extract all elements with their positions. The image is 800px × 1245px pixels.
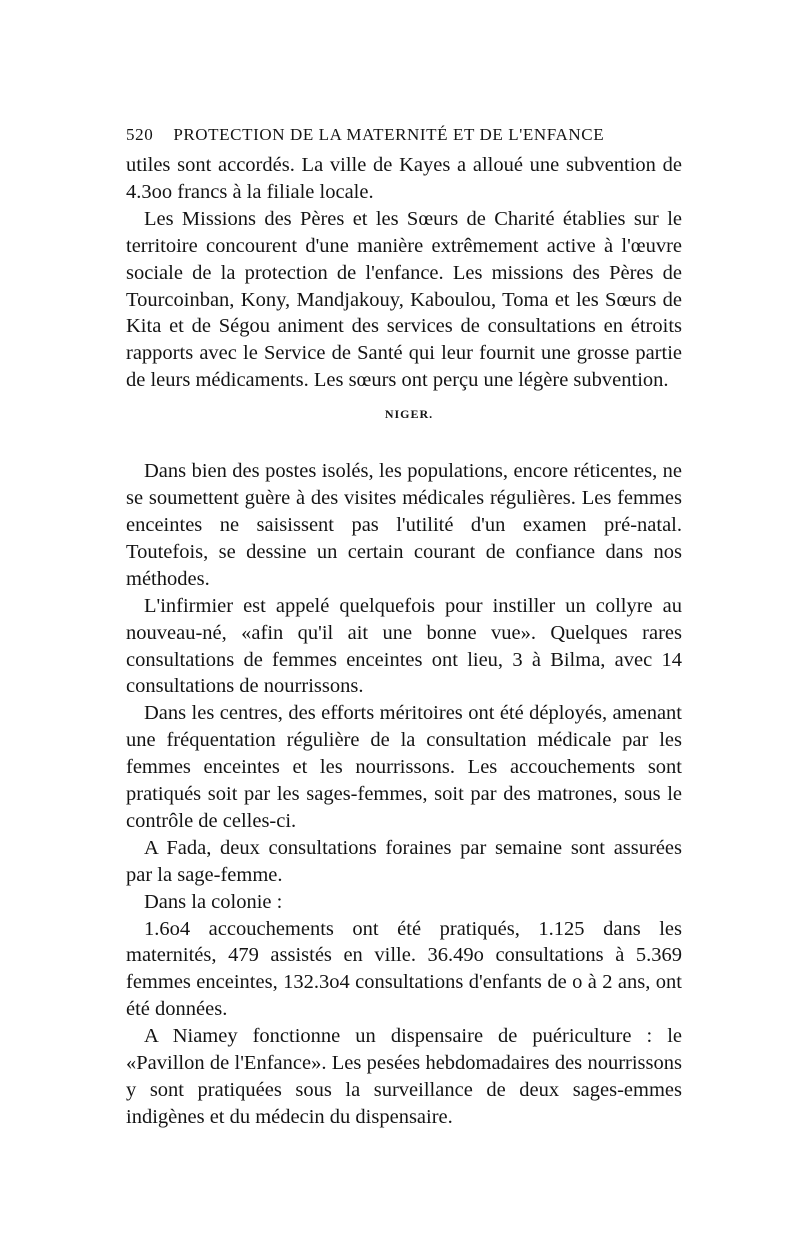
section-heading-niger: NIGER. xyxy=(384,407,434,422)
paragraph-colonie-intro: Dans la colonie : xyxy=(144,890,283,913)
page-number: 520 xyxy=(126,125,154,144)
paragraph-missions: Les Missions des Pères et les Sœurs de Charité établies sur le territoire concourent d'une manière extrêmement active à l'œuvre sociale de la protection de l'enfance. Les missions des Pères de Tourcoinban, Kony, Mandjakouy, Kaboulou, Toma et les Sœurs de Kita et de Ségou animent des services de consultations en étroits rapports avec le Service de Santé qui leur fournit une grosse partie de leurs médicaments. Les sœurs ont perçu une légère subvention. xyxy=(126,207,682,392)
section-spacer xyxy=(126,434,682,458)
book-page xyxy=(126,118,682,1131)
running-title: PROTECTION DE LA MATERNITÉ ET DE L'ENFANCE xyxy=(173,125,605,144)
running-head xyxy=(126,118,682,152)
paragraph-centres: Dans les centres, des efforts méritoires ont été déployés, amenant une fréquentation régulière de la consultation médicale par les femmes enceintes et les nourrissons. Les accouchements sont pratiqués soit par les sages-femmes, soit par des matrones, sous le contrôle de celles-ci. xyxy=(126,702,682,832)
paragraph-kayes-subvention: utiles sont accordés. La ville de Kayes a alloué une subvention de 4.3oo francs à la filiale locale. xyxy=(126,154,682,203)
paragraph-fada: A Fada, deux consultations foraines par semaine sont assurées par la sage-femme. xyxy=(126,836,682,886)
paragraph-niamey: A Niamey fonctionne un dispensaire de puériculture : le «Pavillon de l'Enfance». Les pesées hebdomadaires des nourrissons y sont pratiquées sous la surveillance de deux sages-emmes indigènes et du médecin du dispensaire. xyxy=(126,1025,682,1128)
paragraph-isolated-posts: Dans bien des postes isolés, les populations, encore réticentes, ne se soumettent guère à des visites médicales régulières. Les femmes enceintes ne saisissent pas l'utilité d'un examen pré-natal. Toutefois, se dessine un certain courant de confiance dans nos méthodes. xyxy=(126,460,682,590)
paragraph-colonie-statistics: 1.6o4 accouchements ont été pratiqués, 1.125 dans les maternités, 479 assistés en ville. 36.49o consultations à 5.369 femmes enceintes, 132.3o4 consultations d'enfants de o à 2 ans, ont été données. xyxy=(126,917,682,1021)
paragraph-infirmier: L'infirmier est appelé quelquefois pour instiller un collyre au nouveau-né, «afin qu'il ait une bonne vue». Quelques rares consultations de femmes enceintes ont lieu, 3 à Bilma, avec 14 consultations de nourrissons. xyxy=(126,594,682,698)
